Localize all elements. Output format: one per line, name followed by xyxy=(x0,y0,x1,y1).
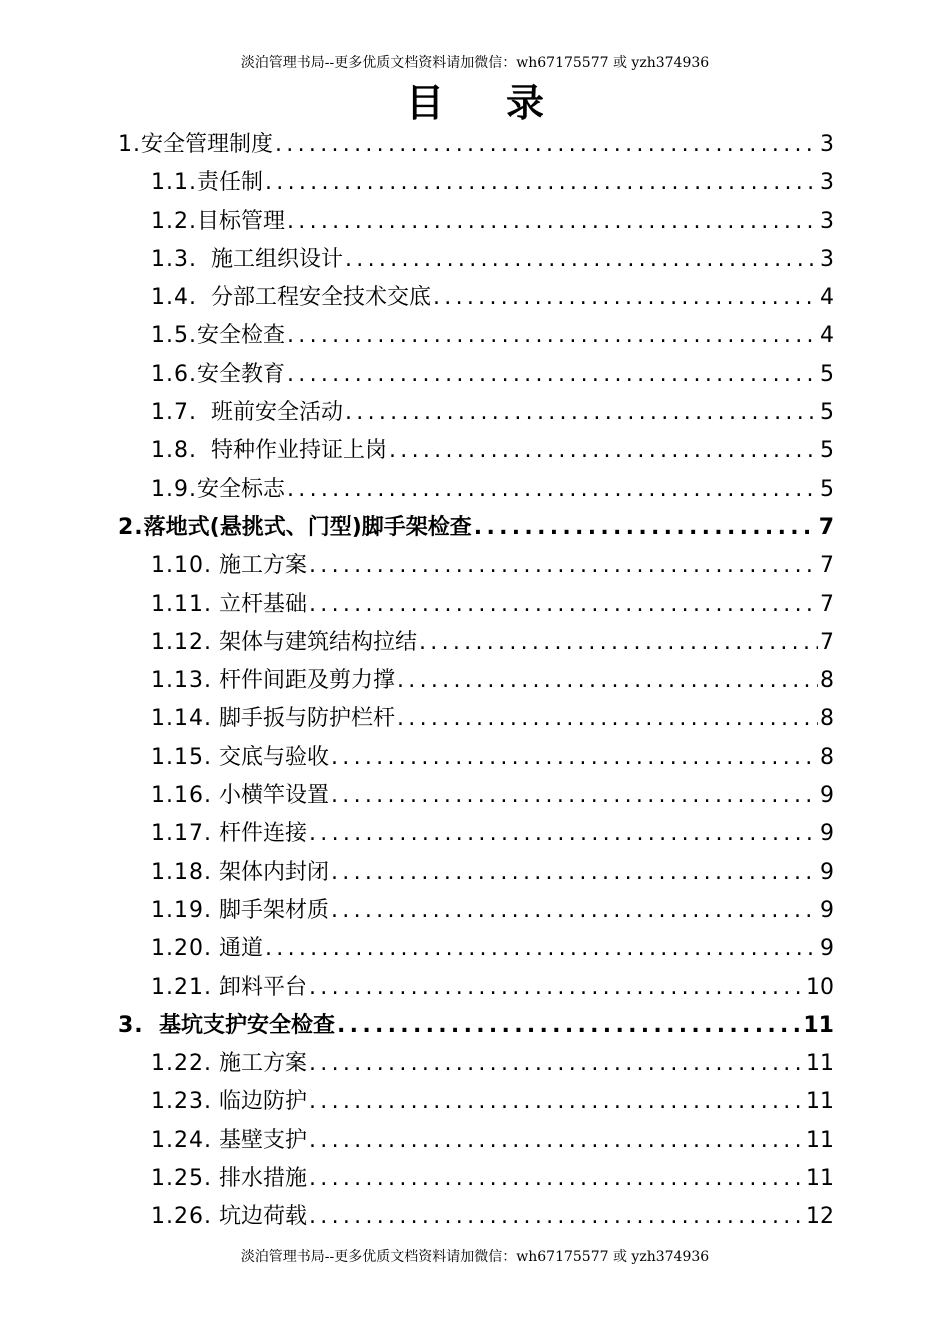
toc-entry-number: 1. xyxy=(118,132,141,157)
toc-entry-page-number: 7 xyxy=(820,629,834,655)
toc-entry-page-number: 9 xyxy=(820,783,834,809)
toc-entry-title: 班前安全活动 xyxy=(196,400,343,426)
toc-entry-number: 1.18. xyxy=(151,859,212,885)
toc-entry-page-number: 7 xyxy=(820,553,834,579)
toc-entry-title: 基坑支护安全检查 xyxy=(143,1012,335,1038)
toc-subsection-entry[interactable] xyxy=(118,700,834,738)
toc-entry-number: 1.15. xyxy=(151,744,212,770)
toc-entry-page-number: 11 xyxy=(806,1127,834,1153)
toc-entry-page-number: 9 xyxy=(820,859,834,885)
toc-subsection-entry[interactable] xyxy=(118,1083,834,1121)
toc-entry-number: 1.20. xyxy=(151,936,212,962)
header-watermark-note: 淡泊管理书局--更多优质文档资料请加微信：wh67175577 或 yzh374936 xyxy=(240,55,710,71)
toc-entry-title: 安全教育 xyxy=(196,361,285,387)
toc-entry-page-number: 7 xyxy=(820,591,834,617)
toc-subsection-entry[interactable] xyxy=(118,164,834,202)
toc-subsection-entry[interactable] xyxy=(118,624,834,662)
toc-subsection-entry[interactable] xyxy=(118,1198,834,1236)
toc-entry-number: 1.19. xyxy=(151,897,212,923)
toc-dot-leader xyxy=(309,1122,804,1160)
toc-entry-number: 1.4. xyxy=(151,285,197,311)
footer-watermark-note: 淡泊管理书局--更多优质文档资料请加微信：wh67175577 或 yzh374936 xyxy=(240,1249,710,1265)
toc-entry-page-number: 9 xyxy=(820,897,834,923)
toc-dot-leader xyxy=(287,203,818,241)
toc-entry-title: 杆件连接 xyxy=(211,821,307,847)
toc-entry-page-number: 11 xyxy=(806,1089,834,1115)
toc-entry-title: 小横竿设置 xyxy=(211,783,329,809)
toc-entry-title: 特种作业持证上岗 xyxy=(196,438,387,464)
toc-subsection-entry[interactable] xyxy=(118,394,834,432)
toc-subsection-entry[interactable] xyxy=(118,892,834,930)
toc-entry-number: 1.24. xyxy=(151,1127,212,1153)
toc-entry-number: 1.14. xyxy=(151,706,212,732)
toc-subsection-entry[interactable] xyxy=(118,662,834,700)
toc-entry-title: 安全管理制度 xyxy=(141,132,274,157)
toc-subsection-entry[interactable] xyxy=(118,854,834,892)
toc-entry-title: 施工方案 xyxy=(211,1051,307,1077)
toc-entry-page-number: 7 xyxy=(818,514,834,540)
toc-dot-leader xyxy=(331,854,818,892)
toc-section-entry[interactable] xyxy=(118,126,834,164)
toc-entry-number: 1.26. xyxy=(151,1204,212,1230)
toc-subsection-entry[interactable] xyxy=(118,471,834,509)
toc-entry-number: 1.10. xyxy=(151,553,212,579)
toc-subsection-entry[interactable] xyxy=(118,356,834,394)
toc-subsection-entry[interactable] xyxy=(118,739,834,777)
toc-entry-title: 交底与验收 xyxy=(211,744,329,770)
toc-entry-page-number: 3 xyxy=(820,246,834,272)
toc-dot-leader xyxy=(265,930,818,968)
toc-subsection-entry[interactable] xyxy=(118,1160,834,1198)
toc-entry-title: 立杆基础 xyxy=(211,591,307,617)
toc-entry-page-number: 10 xyxy=(806,974,834,1000)
page-title: 目录 xyxy=(405,81,606,125)
toc-dot-leader xyxy=(474,509,817,547)
toc-entry-page-number: 11 xyxy=(806,1166,834,1192)
toc-entry-title: 通道 xyxy=(211,936,263,962)
toc-entry-number: 1.5. xyxy=(151,323,197,349)
toc-subsection-entry[interactable] xyxy=(118,241,834,279)
toc-entry-title: 杆件间距及剪力撑 xyxy=(211,668,395,694)
toc-section-entry[interactable] xyxy=(118,509,834,547)
toc-entry-title: 卸料平台 xyxy=(211,974,307,1000)
toc-dot-leader xyxy=(309,815,818,853)
toc-entry-page-number: 5 xyxy=(820,476,834,502)
toc-entry-page-number: 3 xyxy=(820,170,834,196)
toc-dot-leader xyxy=(389,432,818,470)
toc-entry-number: 1.6. xyxy=(151,361,197,387)
toc-entry-title: 临边防护 xyxy=(211,1089,307,1115)
toc-dot-leader xyxy=(331,777,818,815)
toc-entry-title: 脚手架材质 xyxy=(211,897,329,923)
toc-subsection-entry[interactable] xyxy=(118,815,834,853)
toc-entry-number: 2. xyxy=(118,514,144,540)
toc-entry-title: 架体与建筑结构拉结 xyxy=(211,629,417,655)
toc-entry-number: 1.8. xyxy=(151,438,197,464)
toc-entry-title: 分部工程安全技术交底 xyxy=(196,285,431,311)
toc-entry-page-number: 3 xyxy=(820,132,834,157)
toc-dot-leader xyxy=(345,394,818,432)
toc-subsection-entry[interactable] xyxy=(118,279,834,317)
toc-entry-page-number: 11 xyxy=(803,1012,834,1038)
toc-dot-leader xyxy=(309,547,818,585)
toc-subsection-entry[interactable] xyxy=(118,1122,834,1160)
toc-section-entry[interactable] xyxy=(118,1007,834,1045)
toc-dot-leader xyxy=(419,624,818,662)
toc-entry-number: 1.16. xyxy=(151,783,212,809)
toc-entry-number: 1.1. xyxy=(151,170,197,196)
toc-entry-title: 安全检查 xyxy=(196,323,285,349)
toc-dot-leader xyxy=(433,279,818,317)
table-of-contents xyxy=(118,126,834,1237)
toc-entry-number: 1.12. xyxy=(151,629,212,655)
toc-entry-page-number: 9 xyxy=(820,821,834,847)
toc-dot-leader xyxy=(331,739,818,777)
toc-entry-number: 3. xyxy=(118,1012,144,1038)
toc-entry-title: 基壁支护 xyxy=(211,1127,307,1153)
toc-entry-page-number: 5 xyxy=(820,361,834,387)
toc-entry-page-number: 4 xyxy=(820,285,834,311)
toc-entry-number: 1.23. xyxy=(151,1089,212,1115)
toc-entry-title: 施工组织设计 xyxy=(196,246,343,272)
toc-subsection-entry[interactable] xyxy=(118,317,834,355)
toc-entry-title: 安全标志 xyxy=(196,476,285,502)
toc-dot-leader xyxy=(309,1160,804,1198)
toc-entry-title: 架体内封闭 xyxy=(211,859,329,885)
toc-dot-leader xyxy=(287,317,818,355)
toc-dot-leader xyxy=(337,1007,801,1045)
toc-entry-number: 1.3. xyxy=(151,246,197,272)
toc-dot-leader xyxy=(275,126,818,164)
toc-entry-title: 坑边荷载 xyxy=(211,1204,307,1230)
toc-subsection-entry[interactable] xyxy=(118,777,834,815)
toc-dot-leader xyxy=(309,1198,804,1236)
toc-entry-number: 1.13. xyxy=(151,668,212,694)
toc-entry-number: 1.11. xyxy=(151,591,212,617)
toc-subsection-entry[interactable] xyxy=(118,432,834,470)
toc-subsection-entry[interactable] xyxy=(118,586,834,624)
toc-entry-page-number: 4 xyxy=(820,323,834,349)
toc-entry-number: 1.22. xyxy=(151,1051,212,1077)
toc-entry-title: 目标管理 xyxy=(196,208,285,234)
toc-dot-leader xyxy=(345,241,818,279)
toc-dot-leader xyxy=(309,1045,804,1083)
toc-entry-title: 责任制 xyxy=(196,170,263,196)
toc-dot-leader xyxy=(331,892,818,930)
toc-entry-number: 1.21. xyxy=(151,974,212,1000)
toc-entry-number: 1.17. xyxy=(151,821,212,847)
toc-dot-leader xyxy=(309,1083,804,1121)
toc-dot-leader xyxy=(265,164,818,202)
toc-entry-number: 1.25. xyxy=(151,1166,212,1192)
toc-entry-number: 1.2. xyxy=(151,208,197,234)
toc-entry-page-number: 12 xyxy=(806,1204,834,1230)
toc-entry-page-number: 5 xyxy=(820,438,834,464)
toc-entry-page-number: 5 xyxy=(820,400,834,426)
toc-entry-title: 脚手扳与防护栏杆 xyxy=(211,706,395,732)
toc-dot-leader xyxy=(309,969,804,1007)
toc-dot-leader xyxy=(287,356,818,394)
toc-subsection-entry[interactable] xyxy=(118,203,834,241)
toc-entry-number: 1.7. xyxy=(151,400,197,426)
toc-entry-page-number: 11 xyxy=(806,1051,834,1077)
toc-entry-page-number: 9 xyxy=(820,936,834,962)
toc-dot-leader xyxy=(309,586,818,624)
toc-dot-leader xyxy=(397,662,818,700)
toc-entry-title: 落地式(悬挑式、门型)脚手架检查 xyxy=(143,514,472,540)
toc-entry-page-number: 8 xyxy=(820,706,834,732)
toc-entry-page-number: 8 xyxy=(820,668,834,694)
toc-subsection-entry[interactable] xyxy=(118,1045,834,1083)
toc-entry-title: 排水措施 xyxy=(211,1166,307,1192)
toc-subsection-entry[interactable] xyxy=(118,930,834,968)
toc-subsection-entry[interactable] xyxy=(118,547,834,585)
toc-subsection-entry[interactable] xyxy=(118,969,834,1007)
toc-entry-title: 施工方案 xyxy=(211,553,307,579)
toc-entry-page-number: 8 xyxy=(820,744,834,770)
toc-dot-leader xyxy=(287,471,818,509)
toc-dot-leader xyxy=(397,700,818,738)
toc-entry-page-number: 3 xyxy=(820,208,834,234)
toc-entry-number: 1.9. xyxy=(151,476,197,502)
